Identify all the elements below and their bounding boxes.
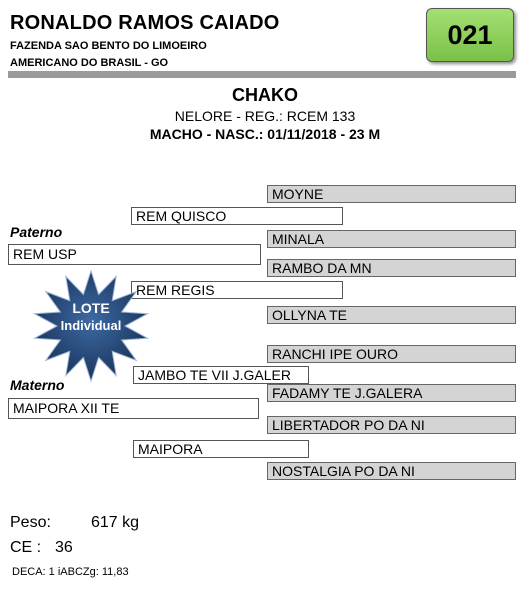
pedigree-pgs-sire: MOYNE <box>267 185 516 203</box>
sex-birth-age: MACHO - NASC.: 01/11/2018 - 23 M <box>149 126 381 142</box>
farm-location: AMERICANO DO BRASIL - GO <box>10 57 169 69</box>
header-divider <box>8 71 516 78</box>
lot-number-badge <box>426 8 514 62</box>
pedigree-pgd-dam: OLLYNA TE <box>267 306 516 324</box>
pedigree-sire: REM USP <box>8 244 261 265</box>
pedigree-pgd-sire: RAMBO DA MN <box>267 259 516 277</box>
pedigree-dam: MAIPORA XII TE <box>8 398 259 419</box>
farm-name: FAZENDA SAO BENTO DO LIMOEIRO <box>10 40 207 52</box>
maternal-label: Materno <box>10 377 65 393</box>
badge-line1: LOTE <box>72 300 110 316</box>
pedigree-mgs-sire: RANCHI IPE OURO <box>267 345 516 363</box>
breed-registration: NELORE - REG.: RCEM 133 <box>174 108 356 124</box>
owner-name: RONALDO RAMOS CAIADO <box>10 12 280 34</box>
pedigree-paternal-grandsire: REM QUISCO <box>131 207 343 225</box>
pedigree-mgd-sire: LIBERTADOR PO DA NI <box>267 416 516 434</box>
deca-index: DECA: 1 iABCZg: 11,83 <box>12 566 129 578</box>
badge-line2: Individual <box>60 318 122 333</box>
pedigree-maternal-grandsire: JAMBO TE VII J.GALER <box>133 366 309 384</box>
lote-individual-badge <box>24 266 158 386</box>
pedigree-paternal-granddam: REM REGIS <box>131 281 343 299</box>
weight-label: Peso: <box>10 514 51 531</box>
paternal-label: Paterno <box>10 224 63 240</box>
pedigree-mgs-dam: FADAMY TE J.GALERA <box>267 384 516 402</box>
ce-label: CE : <box>10 539 42 556</box>
ce-value: 36 <box>55 539 73 556</box>
lot-number: 021 <box>447 20 493 50</box>
pedigree-maternal-granddam: MAIPORA <box>133 440 309 458</box>
weight-value: 617 kg <box>91 514 140 531</box>
animal-name: CHAKO <box>232 85 298 105</box>
pedigree-pgs-dam: MINALA <box>267 230 516 248</box>
pedigree-mgd-dam: NOSTALGIA PO DA NI <box>267 462 516 480</box>
